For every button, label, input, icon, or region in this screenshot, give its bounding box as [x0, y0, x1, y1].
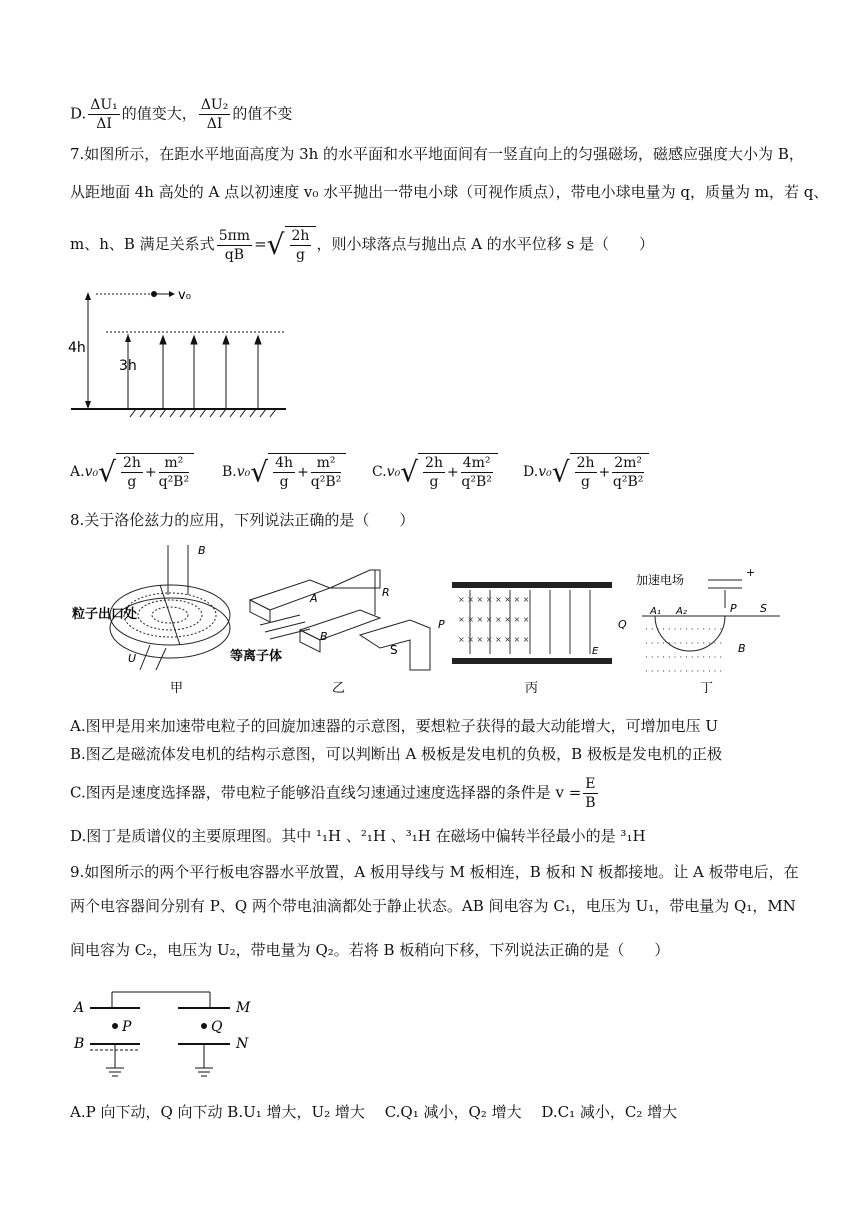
q9-line3: 间电容为 C₂，电压为 U₂，带电量为 Q₂。若将 B 板稍向下移，下列说法正确的是（ ） — [70, 941, 670, 959]
svg-text:× × × × × × × ×: × × × × × × × × — [458, 635, 530, 644]
option-label: A. — [70, 464, 85, 480]
frac-den: q²B² — [461, 474, 492, 490]
option-v0: v₀ — [386, 464, 401, 480]
frac-den: B — [585, 795, 596, 811]
plate-b-label: B — [74, 1036, 85, 1052]
frac-den: ΔI — [206, 116, 223, 132]
option-sqrt: $\frac{4h}{g}$ + $\frac{\text{m²}}{\text{q²B²}}$ — [268, 453, 346, 491]
q7-frac — [217, 227, 252, 264]
ground-hatch — [130, 409, 276, 417]
q9-line2: 两个电容器间分别有 P、Q 两个带电油滴都处于静止状态。AB 间电容为 C₁，电压为 U₁，带电量为 Q₁，MN — [70, 897, 796, 915]
sqrt-sign: √ — [551, 455, 570, 489]
q9-options: A.P 向下动，Q 向下动 B.U₁ 增大，U₂ 增大 C.Q₁ 减小，Q₂ 增大 D.C₁ 减小，C₂ 增大 — [70, 1103, 678, 1121]
option-v0: v₀ — [236, 464, 251, 480]
selector-e-label: E — [592, 646, 599, 657]
q9-line1: 9.如图所示的两个平行板电容器水平放置，A 板用导线与 M 板相连，B 板和 N 板都接地。让 A 板带电后，在 — [70, 863, 799, 881]
spectrometer-b-label: B — [738, 642, 746, 655]
frac-num: 2m² — [614, 455, 643, 471]
frac-num: 4m² — [462, 455, 491, 471]
fig-bing-label: 丙 — [525, 681, 539, 696]
option-sqrt: $\frac{2h}{g}$ + $\frac{\text{2m²}}{\text{q²B²}}$ — [570, 453, 649, 491]
q7-line1: 7.如图所示，在距水平地面高度为 3h 的水平面和水平地面间有一竖直向上的匀强磁场，磁感应强度大小为 B， — [70, 145, 804, 163]
q7-option-3 — [523, 453, 649, 491]
sqrt-sign: √ — [400, 455, 419, 489]
q9-figure — [70, 984, 290, 1084]
accel-field-label: 加速电场 — [636, 573, 685, 587]
frac-den: g — [581, 474, 591, 490]
q7-line3-post: ，则小球落点与抛出点 A 的水平位移 s 是（ ） — [316, 235, 655, 253]
frac-num: ΔU₁ — [90, 97, 118, 113]
plus-label: + — [746, 566, 756, 579]
svg-text:· · · · · · · · · · · · · ·: · · · · · · · · · · · · · · — [645, 653, 723, 663]
q6-d-prefix: D. — [70, 104, 87, 123]
field-arrows — [160, 336, 261, 408]
option-sqrt: $\frac{2h}{g}$ + $\frac{\text{m²}}{\text{q²B²}}$ — [116, 453, 194, 491]
option-label: D. — [523, 464, 539, 480]
4h-label: 4h — [68, 340, 86, 356]
frac-den: q²B² — [158, 474, 190, 490]
particle-exit-label: 粒子出口处 — [72, 607, 138, 622]
frac-num: m² — [311, 454, 341, 473]
plate-b-label: B — [320, 630, 328, 643]
frac-den: ΔI — [96, 116, 112, 132]
frac-den: q²B² — [310, 474, 342, 490]
frac-den: qB — [224, 246, 244, 263]
option-label: C. — [372, 464, 387, 480]
velocity-selector-figure — [452, 582, 612, 664]
q7-option-1 — [222, 453, 346, 491]
fig-ding-label: 丁 — [700, 681, 714, 696]
spectrometer-s-label: S — [760, 602, 767, 615]
sqrt-sign: √ — [266, 228, 285, 261]
3h-label: 3h — [119, 358, 137, 374]
q8-figure — [70, 540, 786, 705]
q6-option-d — [70, 96, 292, 133]
q6-d-mid: 的值变大， — [121, 104, 197, 123]
v0-label: v₀ — [178, 288, 191, 303]
option-sqrt: $\frac{2h}{g}$ + $\frac{\text{4m²}}{\text{q²B²}}$ — [418, 453, 497, 491]
droplet-p-label: P — [122, 1019, 132, 1035]
q8-stem: 8.关于洛伦兹力的应用，下列说法正确的是（ ） — [70, 511, 415, 529]
q7-line2: 从距地面 4h 高处的 A 点以初速度 v₀ 水平抛出一带电小球（可视作质点），带电小球电量为 q，质量为 m，若 q、 — [70, 183, 829, 201]
mass-spectrometer-figure — [642, 580, 780, 677]
q7-sqrt — [285, 226, 317, 264]
frac-den: q²B² — [612, 474, 644, 490]
q8-option-a: A.图甲是用来加速带电粒子的回旋加速器的示意图，要想粒子获得的最大动能增大，可增加电压 U — [70, 717, 719, 735]
frac-den: g — [127, 474, 137, 490]
svg-text:× × × × × × × ×: × × × × × × × × — [458, 615, 530, 624]
magnet-s-label: S — [390, 643, 398, 657]
a2-label: A₂ — [676, 606, 687, 617]
option-label: B. — [222, 464, 237, 480]
droplet-q-label: Q — [211, 1019, 223, 1035]
q8-c-pre: C.图丙是速度选择器，带电粒子能够沿直线匀速通过速度选择器的条件是 v = — [70, 783, 582, 802]
frac-den: g — [279, 474, 289, 490]
q8-option-b: B.图乙是磁流体发电机的结构示意图，可以判断出 A 极板是发电机的负极，B 极板是发电机的正极 — [70, 745, 722, 763]
plasma-label: 等离子体 — [230, 649, 283, 664]
a1-label: A₁ — [650, 606, 661, 617]
q7-figure — [66, 284, 306, 424]
fig-yi-label: 乙 — [332, 681, 346, 696]
frac-num: m² — [159, 454, 189, 473]
frac-den: g — [295, 247, 305, 263]
option-v0: v₀ — [84, 464, 99, 480]
plate-m-label: M — [236, 1000, 251, 1016]
frac-num: 4h — [275, 455, 294, 471]
plate-n-label: N — [236, 1036, 249, 1052]
frac-num: 5πm — [218, 227, 251, 244]
resistor-r-label: R — [382, 586, 390, 599]
option-v0: v₀ — [538, 464, 552, 480]
fraction-du1 — [88, 96, 120, 133]
sqrt-sign: √ — [98, 455, 116, 489]
q7-option-0 — [70, 453, 194, 491]
q7-option-2 — [372, 453, 498, 491]
plate-a-label: A — [74, 1000, 85, 1016]
sqrt-sign: √ — [250, 455, 269, 489]
cyclotron-b-label: B — [198, 544, 206, 557]
equals-sign: = — [254, 235, 267, 253]
q7-line3 — [70, 226, 654, 264]
fig-jia-label: 甲 — [170, 681, 184, 696]
fraction-du2 — [199, 96, 231, 133]
selector-q-label: Q — [618, 618, 627, 631]
frac-num: ΔU₂ — [200, 97, 229, 113]
svg-text:· · · · · · · · · · · · · ·: · · · · · · · · · · · · · · — [645, 639, 723, 649]
spectrometer-p-label: P — [730, 602, 737, 615]
frac-num: 2h — [291, 228, 310, 244]
plate-a-label: A — [310, 592, 318, 605]
q8-c-frac — [583, 775, 597, 812]
q6-d-end: 的值不变 — [232, 104, 293, 123]
frac-num: 2h — [425, 455, 443, 471]
svg-text:· · · · · · · · · · · · · ·: · · · · · · · · · · · · · · — [645, 625, 723, 635]
selector-p-label: P — [438, 618, 445, 631]
frac-num: E — [585, 776, 596, 792]
frac-num: 2h — [122, 455, 141, 471]
svg-text:· · · · · · · · · · · · · ·: · · · · · · · · · · · · · · — [645, 667, 723, 677]
svg-text:× × × × × × × ×: × × × × × × × × — [458, 595, 530, 604]
cyclotron-u-label: U — [128, 652, 137, 665]
q8-option-d: D.图丁是质谱仪的主要原理图。其中 ¹₁H 、²₁H 、³₁H 在磁场中偏转半径最小的是 ³₁H — [70, 827, 646, 845]
q8-option-c — [70, 775, 600, 812]
q7-line3-pre: m、h、B 满足关系式 — [70, 235, 215, 253]
frac-num: 2h — [576, 455, 595, 471]
frac-den: g — [429, 474, 439, 490]
